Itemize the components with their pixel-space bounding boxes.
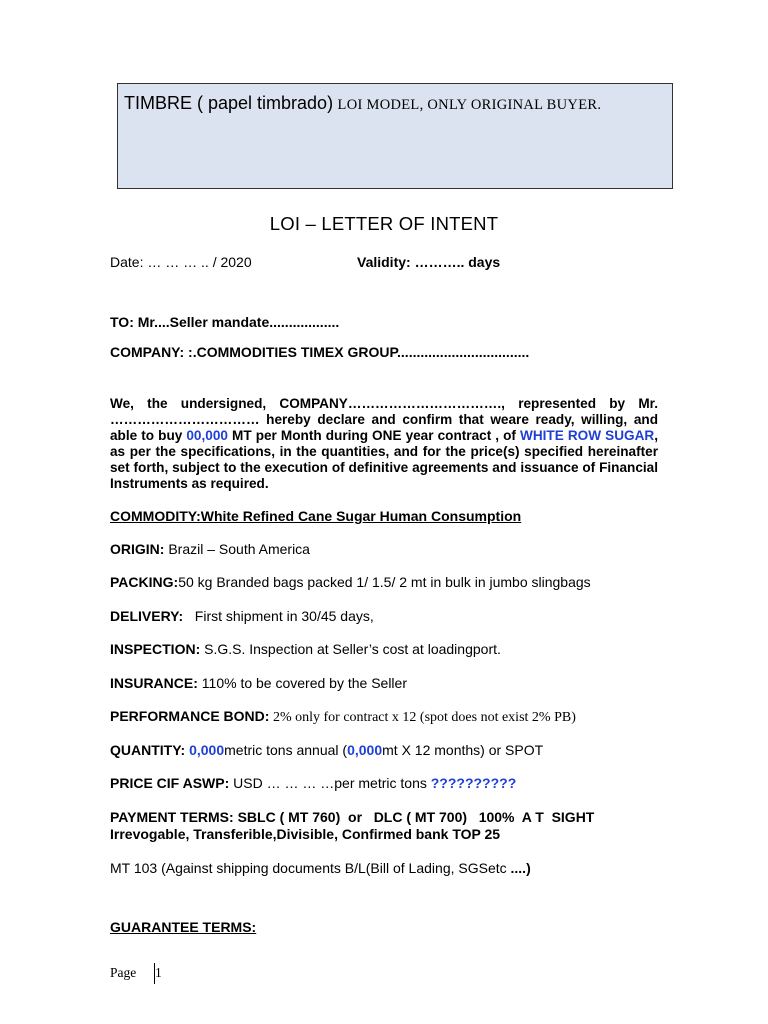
origin-line — [110, 541, 310, 557]
company-label: COMPANY: — [110, 344, 185, 360]
delivery-line — [110, 608, 374, 624]
mt103-line — [110, 860, 531, 876]
validity-label: Validity: — [357, 254, 411, 270]
origin-label: ORIGIN: — [110, 541, 165, 557]
performance-bond-line — [110, 708, 576, 726]
letterhead-line — [124, 93, 601, 114]
quantity-value-1: 0,000 — [189, 742, 225, 758]
price-question-marks: ?????????? — [430, 775, 517, 791]
origin-value: Brazil – South America — [164, 541, 310, 557]
company-line — [110, 344, 529, 360]
delivery-label: DELIVERY: — [110, 608, 184, 624]
intro-text-1: We, the undersigned, COMPANY……………………………., represented by Mr. …………………………… hereby declare and confirm that weare ready, willing, and able to buy — [110, 396, 658, 444]
mt103-text: MT 103 (Against shipping documents B/L(Bill of Lading, SGSetc — [110, 860, 511, 876]
validity-value: ……….. days — [414, 254, 501, 270]
quantity-text-1: metric tons annual ( — [224, 742, 348, 758]
letterhead-title: TIMBRE ( papel timbrado) — [124, 93, 334, 113]
price-value: USD … … … …per metric tons — [229, 775, 431, 791]
payment-terms-line: PAYMENT TERMS: SBLC ( MT 760) or DLC ( MT 700) 100% A T SIGHT — [110, 809, 595, 825]
page-number: 1 — [155, 965, 162, 980]
price-line — [110, 775, 516, 791]
date-label: Date: — [110, 254, 144, 270]
mt103-end: ....) — [510, 860, 531, 876]
commodity-heading: COMMODITY:White Refined Cane Sugar Human Consumption — [110, 508, 522, 524]
date-value: … … … .. / 2020 — [147, 254, 252, 270]
inspection-line — [110, 641, 501, 657]
price-label: PRICE CIF ASWP: — [110, 775, 230, 791]
intro-text-3: , as per the specifications, in the quantities, and for the price(s) specified hereinafter set forth, subject to the execution of definitive agreements and issuance of Financial Instruments as required. — [110, 428, 658, 492]
performance-bond-value: 2% only for contract x 12 (spot does not exist 2% PB) — [269, 710, 576, 725]
page-label: Page — [110, 965, 137, 980]
inspection-value: S.G.S. Inspection at Seller’s cost at loadingport. — [200, 641, 501, 657]
insurance-label: INSURANCE: — [110, 675, 198, 691]
packing-line — [110, 574, 591, 590]
quantity-label: QUANTITY: — [110, 742, 186, 758]
to-value: Mr....Seller mandate.................. — [137, 314, 340, 330]
document-title: LOI – LETTER OF INTENT — [269, 213, 499, 234]
letterhead-box — [117, 83, 673, 189]
footer-separator — [154, 963, 155, 984]
packing-label: PACKING: — [110, 574, 179, 590]
guarantee-terms-heading: GUARANTEE TERMS: — [110, 919, 257, 935]
intro-text-2: MT per Month during ONE year contract , of — [227, 428, 520, 444]
intro-paragraph — [110, 396, 658, 493]
payment-terms-conditions: Irrevogable, Transferible,Divisible, Confirmed bank TOP 25 — [110, 826, 501, 842]
insurance-line — [110, 675, 407, 691]
letterhead-model-note: LOI MODEL, ONLY ORIGINAL BUYER. — [337, 97, 602, 113]
quantity-text-2: mt X 12 months) or SPOT — [382, 742, 544, 758]
delivery-value: First shipment in 30/45 days, — [183, 608, 374, 624]
intro-quantity: 00,000 — [186, 428, 228, 444]
intro-product: WHITE ROW SUGAR — [520, 428, 655, 444]
to-line — [110, 314, 339, 330]
packing-value: 50 kg Branded bags packed 1/ 1.5/ 2 mt in bulk in jumbo slingbags — [178, 574, 591, 590]
date-line — [110, 254, 252, 270]
insurance-value: 110% to be covered by the Seller — [197, 675, 407, 691]
to-label: TO: — [110, 314, 134, 330]
performance-bond-label: PERFORMANCE BOND: — [110, 708, 270, 724]
inspection-label: INSPECTION: — [110, 641, 201, 657]
validity-line — [357, 254, 500, 270]
company-value: :.COMMODITIES TIMEX GROUP.................................. — [188, 344, 530, 360]
quantity-value-2: 0,000 — [347, 742, 383, 758]
quantity-line — [110, 742, 543, 758]
